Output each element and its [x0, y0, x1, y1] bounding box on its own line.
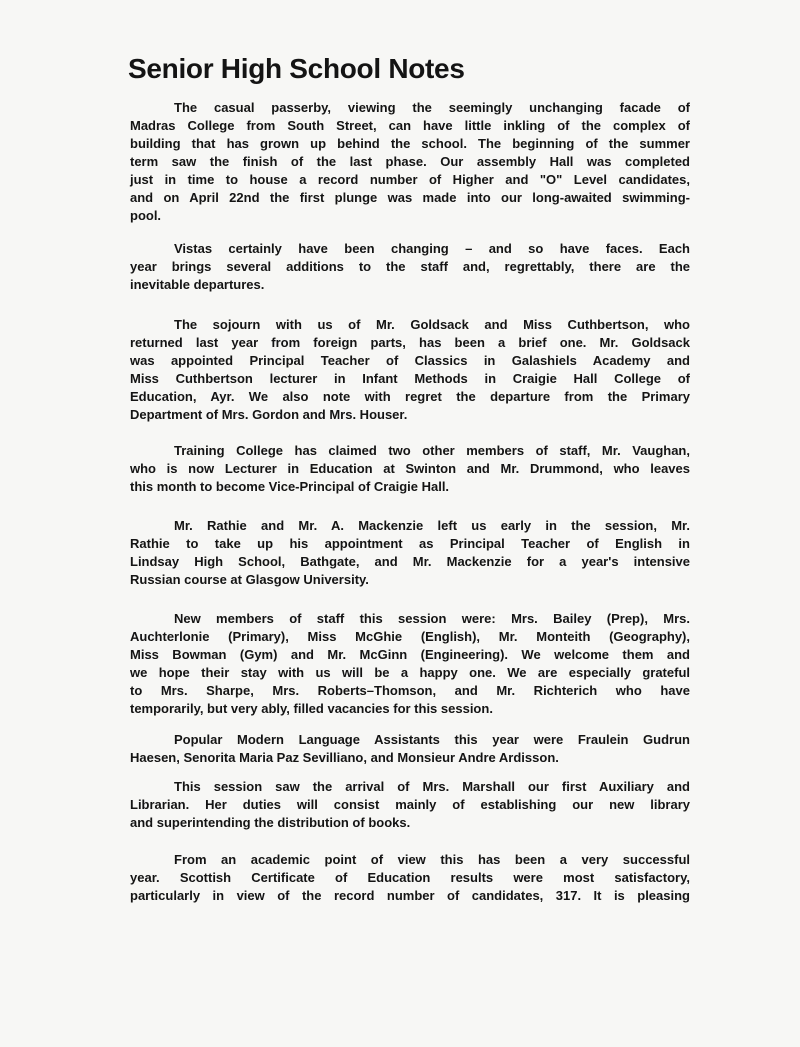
text-line: Lindsay High School, Bathgate, and Mr. Mackenzie for a year's intensive	[130, 554, 690, 569]
text-line: Mr. Rathie and Mr. A. Mackenzie left us early in the session, Mr.	[174, 518, 690, 533]
text-line: just in time to house a record number of Higher and "O" Level candidates,	[130, 172, 690, 187]
text-line: Haesen, Senorita Maria Paz Sevilliano, and Monsieur Andre Ardisson.	[130, 750, 559, 765]
text-line: Miss Bowman (Gym) and Mr. McGinn (Engineering). We welcome them and	[130, 647, 690, 662]
text-line: to Mrs. Sharpe, Mrs. Roberts–Thomson, and Mr. Richterich who have	[130, 683, 690, 698]
text-line: year brings several additions to the staff and, regrettably, there are the	[130, 259, 690, 274]
text-line: and superintending the distribution of books.	[130, 815, 411, 830]
text-line: Popular Modern Language Assistants this year were Fraulein Gudrun	[174, 732, 690, 747]
text-line: we hope their stay with us will be a happy one. We are especially grateful	[130, 665, 690, 680]
text-line: who is now Lecturer in Education at Swinton and Mr. Drummond, who leaves	[130, 461, 690, 476]
text-line: Librarian. Her duties will consist mainly of establishing our new library	[130, 797, 690, 812]
text-line: From an academic point of view this has been a very successful	[174, 852, 690, 867]
text-line: The sojourn with us of Mr. Goldsack and Miss Cuthbertson, who	[174, 317, 690, 332]
text-line: was appointed Principal Teacher of Classics in Galashiels Academy and	[130, 353, 690, 368]
text-line: Miss Cuthbertson lecturer in Infant Methods in Craigie Hall College of	[130, 371, 690, 386]
paragraph-departures	[130, 316, 690, 424]
text-line: The casual passerby, viewing the seemingly unchanging facade of	[174, 100, 690, 115]
text-line: building that has grown up behind the school. The beginning of the summer	[130, 136, 690, 151]
text-line: Rathie to take up his appointment as Principal Teacher of English in	[130, 536, 690, 551]
text-line: New members of staff this session were: Mrs. Bailey (Prep), Mrs.	[174, 611, 690, 626]
text-line: pool.	[130, 208, 162, 223]
text-line: Vistas certainly have been changing – and so have faces. Each	[174, 241, 690, 256]
paragraph-academic-results	[130, 851, 690, 905]
paragraph-rathie-mackenzie	[130, 517, 690, 589]
paragraph-language-assistants	[130, 731, 690, 767]
paragraph-librarian	[130, 778, 690, 832]
text-line: Education, Ayr. We also note with regret the departure from the Primary	[130, 389, 690, 404]
text-line: Russian course at Glasgow University.	[130, 572, 369, 587]
text-line: and on April 22nd the first plunge was made into our long-awaited swimming-	[130, 190, 690, 205]
text-line: term saw the finish of the last phase. Our assembly Hall was completed	[130, 154, 690, 169]
text-line: this month to become Vice-Principal of Craigie Hall.	[130, 479, 450, 494]
text-line: returned last year from foreign parts, has been a brief one. Mr. Goldsack	[130, 335, 690, 350]
paragraph-staff-changes	[130, 240, 690, 294]
page-title: Senior High School Notes	[128, 53, 465, 84]
text-line: year. Scottish Certificate of Education results were most satisfactory,	[130, 870, 690, 885]
text-line: temporarily, but very ably, filled vacancies for this session.	[130, 701, 493, 716]
paragraph-new-buildings	[130, 99, 690, 225]
paragraph-new-members	[130, 610, 690, 718]
text-line: particularly in view of the record number of candidates, 317. It is pleasing	[130, 888, 690, 903]
paragraph-training-college	[130, 442, 690, 496]
text-line: inevitable departures.	[130, 277, 265, 292]
text-line: This session saw the arrival of Mrs. Marshall our first Auxiliary and	[174, 779, 690, 794]
text-line: Department of Mrs. Gordon and Mrs. Houser.	[130, 407, 408, 422]
text-line: Auchterlonie (Primary), Miss McGhie (English), Mr. Monteith (Geography),	[130, 629, 690, 644]
text-line: Training College has claimed two other members of staff, Mr. Vaughan,	[174, 443, 690, 458]
text-line: Madras College from South Street, can have little inkling of the complex of	[130, 118, 690, 133]
